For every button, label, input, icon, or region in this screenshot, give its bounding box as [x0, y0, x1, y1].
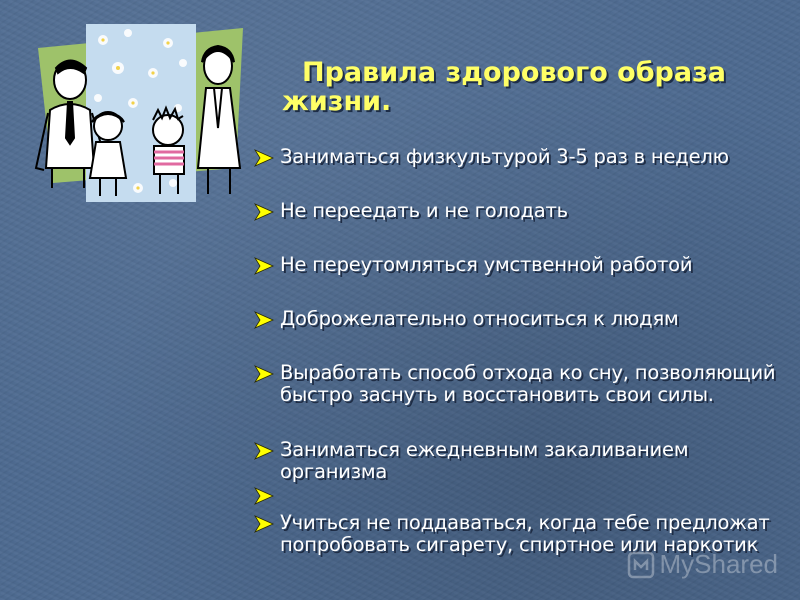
list-item-text: Не переутомляться умственной работой — [280, 253, 693, 276]
list-item — [254, 362, 794, 406]
watermark — [626, 549, 779, 580]
arrow-bullet-icon — [254, 512, 280, 534]
watermark-logo-icon — [626, 550, 656, 580]
arrow-bullet-icon — [254, 200, 280, 222]
list-item-text: Учиться не поддаваться, когда тебе предложат попробовать сигарету, спиртное или наркотик — [280, 511, 770, 556]
title-line-1: Правила здорового образа — [302, 57, 727, 88]
arrow-bullet-icon — [254, 254, 280, 276]
list-item-text: Заниматься ежедневным закаливанием организма — [280, 438, 689, 483]
list-item — [254, 308, 794, 330]
arrow-bullet-icon — [254, 362, 280, 384]
arrow-bullet-icon — [254, 439, 280, 461]
list-item-text — [280, 484, 794, 506]
list-item — [254, 439, 794, 483]
arrow-bullet-icon — [254, 484, 280, 506]
arrow-bullet-icon — [254, 308, 280, 330]
list-item — [254, 254, 794, 276]
title-line-2: жизни. — [282, 86, 392, 117]
list-item — [254, 146, 794, 168]
list-item-text: Выработать способ отхода ко сну, позволяющий быстро заснуть и восстановить свои силы. — [280, 361, 776, 406]
arrow-bullet-icon — [254, 146, 280, 168]
list-item-text: Не переедать и не голодать — [280, 199, 568, 222]
page-title — [282, 58, 752, 116]
list-item-text: Заниматься физкультурой 3-5 раз в неделю — [280, 145, 729, 168]
list-item — [254, 484, 794, 506]
list-item — [254, 200, 794, 222]
list-item-text: Доброжелательно относиться к людям — [280, 307, 679, 330]
family-clipart-icon — [28, 18, 258, 208]
watermark-text: MyShared — [659, 549, 778, 579]
